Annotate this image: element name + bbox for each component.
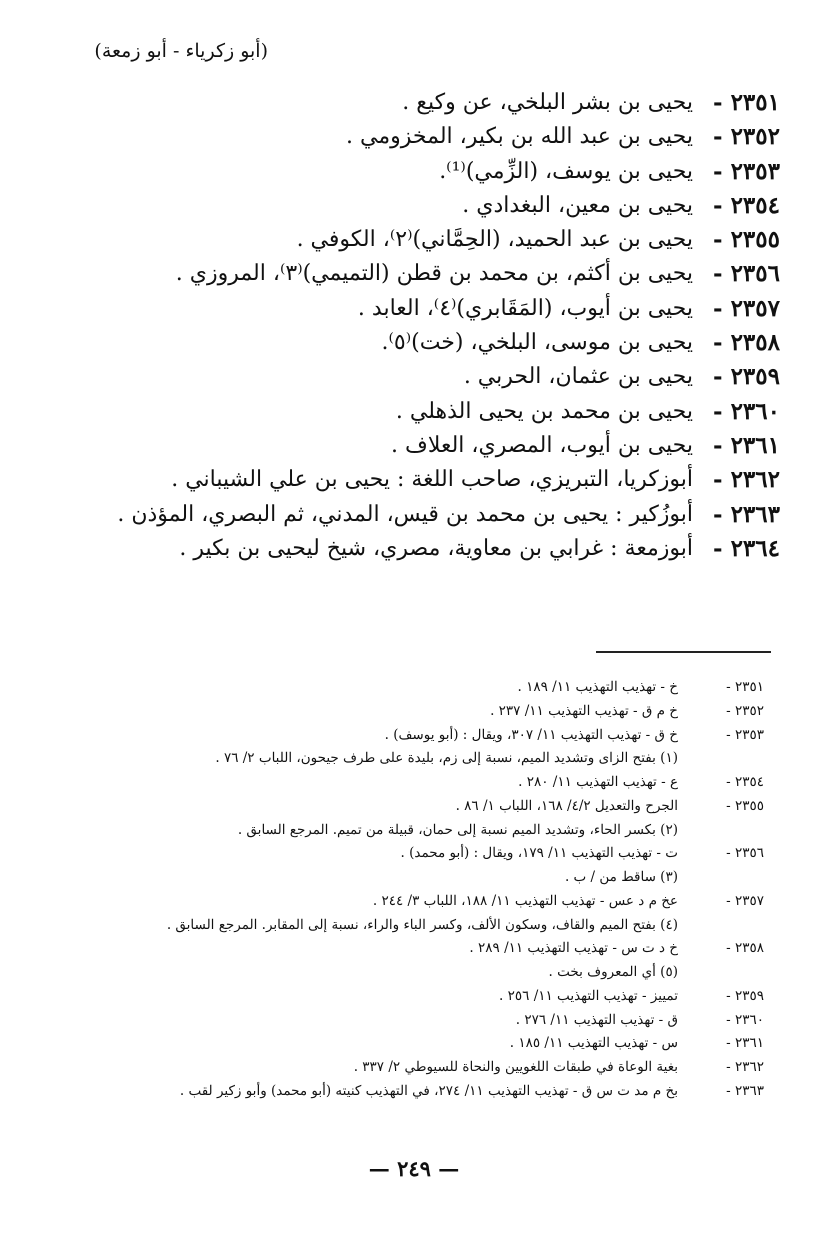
footnote-item: [64, 985, 764, 1009]
entry-text: يحيى بن محمد بن يحيى الذهلي .: [395, 398, 694, 424]
footnote-number: ٢٣٥٨ -: [726, 940, 764, 957]
entry-text: يحيى بن معين، البغدادي .: [462, 192, 694, 218]
page-number: — ٢٤٩ —: [368, 1156, 460, 1181]
footnote-text: س - تهذيب التهذيب ١١/ ١٨٥ .: [509, 1035, 678, 1052]
footnote-text: بغية الوعاة في طبقات اللغويين والنحاة للسيوطي ٢/ ٣٣٧ .: [353, 1059, 678, 1075]
entry-number: ٢٣٦٣ -: [713, 500, 780, 528]
footnote-text: (٣) ساقط من / ب .: [564, 869, 678, 885]
footnote-item: [64, 1009, 764, 1033]
footnote-number: ٢٣٥٧ -: [726, 892, 764, 909]
footnote-number: ٢٣٥٣ -: [726, 726, 764, 743]
footnote-item: [64, 700, 764, 724]
footnote-item: [64, 676, 764, 700]
footnote-number: ٢٣٥٩ -: [726, 987, 764, 1004]
footnote-item: [64, 1056, 764, 1080]
footnote-text: عخ م د عس - تهذيب التهذيب ١١/ ١٨٨، اللباب ٣/ ٢٤٤ .: [372, 892, 678, 909]
footnote-text: ت - تهذيب التهذيب ١١/ ١٧٩، ويقال : (أبو محمد) .: [400, 845, 678, 862]
footnote-number: ٢٣٦٠ -: [726, 1011, 764, 1028]
entry-number: ٢٣٥٥ -: [713, 226, 780, 254]
entry-item: [60, 223, 780, 257]
entry-item: [60, 86, 780, 120]
entry-item: [60, 292, 780, 326]
entry-number: ٢٣٦٢ -: [713, 466, 780, 494]
entry-number: ٢٣٥٧ -: [713, 294, 780, 322]
footnote-text: بخ م مد ت س ق - تهذيب التهذيب ١١/ ٢٧٤، في التهذيب كنيته (أبو محمد) وأبو زكير لقب .: [179, 1082, 678, 1099]
footnote-text: (٢) بكسر الحاء، وتشديد الميم نسبة إلى حمان، قبيلة من تميم. المرجع السابق .: [237, 821, 678, 838]
entry-text: يحيى بن عبد الله بن بكير، المخزومي .: [346, 124, 694, 150]
footnote-text: خ - تهذيب التهذيب ١١/ ١٨٩ .: [517, 679, 678, 695]
footnote-text: تمييز - تهذيب التهذيب ١١/ ٢٥٦ .: [499, 987, 678, 1004]
footnote-number: ٢٣٥٢ -: [726, 702, 764, 719]
entry-number: ٢٣٥٩ -: [713, 363, 780, 391]
entry-number: ٢٣٥٦ -: [713, 260, 780, 288]
footnote-number: ٢٣٥٤ -: [726, 774, 764, 790]
entry-number: ٢٣٥٣ -: [713, 157, 780, 185]
entry-number: ٢٣٥١ -: [713, 89, 780, 116]
footnote-item: [64, 724, 764, 748]
footnote-divider: [596, 651, 771, 653]
entry-item: [60, 360, 780, 394]
footnote-number: ٢٣٥٦ -: [726, 845, 764, 862]
entry-text: يحيى بن عبد الحميد، (الحِمَّاني)⁽٢⁾، الكوفي .: [296, 227, 694, 253]
entry-text: أبوزكريا، التبريزي، صاحب اللغة : يحيى بن علي الشيباني .: [171, 467, 694, 493]
entry-item: [60, 463, 780, 497]
entry-number: ٢٣٥٢ -: [713, 123, 780, 151]
footnote-number: ٢٣٦٢ -: [726, 1059, 764, 1075]
footnote-item: [64, 866, 764, 890]
entry-item: [60, 257, 780, 291]
entry-text: يحيى بن بشر البلخي، عن وكيع .: [402, 90, 694, 115]
footnote-text: (١) بفتح الزاى وتشديد الميم، نسبة إلى زم، بليدة على طرف جيحون، اللباب ٢/ ٧٦ .: [215, 750, 678, 767]
entry-text: يحيى بن عثمان، الحربي .: [463, 364, 694, 390]
footnote-item: [64, 1032, 764, 1056]
footnote-item: [64, 795, 764, 819]
footnote-number: ٢٣٦٣ -: [726, 1082, 764, 1099]
entry-item: [60, 429, 780, 463]
footnote-item: [64, 819, 764, 843]
entry-number: ٢٣٦٤ -: [713, 534, 780, 562]
entry-item: [60, 326, 780, 360]
footnote-text: ع - تهذيب التهذيب ١١/ ٢٨٠ .: [518, 774, 678, 790]
footnote-text: خ د ت س - تهذيب التهذيب ١١/ ٢٨٩ .: [469, 940, 678, 957]
entry-text: يحيى بن موسى، البلخي، (خت)⁽٥⁾.: [381, 330, 694, 356]
footnote-item: [64, 842, 764, 866]
footnote-number: ٢٣٥٥ -: [726, 797, 764, 814]
footnote-text: ق - تهذيب التهذيب ١١/ ٢٧٦ .: [515, 1011, 678, 1028]
entry-list: [60, 86, 780, 566]
footnote-text: الجرح والتعديل ٤/٢/ ١٦٨، اللباب ١/ ٨٦ .: [455, 797, 678, 814]
footnote-number: ٢٣٥١ -: [726, 679, 764, 695]
footnote-text: خ ق - تهذيب التهذيب ١١/ ٣٠٧، ويقال : (أبو يوسف) .: [384, 726, 678, 743]
running-header: (أبو زكرياء - أبو زمعة): [94, 40, 268, 62]
entry-number: ٢٣٥٨ -: [713, 329, 780, 357]
footnote-number: ٢٣٦١ -: [726, 1035, 764, 1052]
footnote-text: (٥) أي المعروف بخت .: [548, 964, 678, 980]
entry-text: يحيى بن أيوب، المصري، العلاف .: [391, 432, 694, 458]
entry-item: [60, 395, 780, 429]
footnote-item: [64, 1080, 764, 1104]
entry-item: [60, 189, 780, 223]
entry-number: ٢٣٥٤ -: [713, 191, 780, 219]
entry-item: [60, 532, 780, 566]
footnote-item: [64, 771, 764, 795]
entry-text: يحيى بن أيوب، (المَقَابري)⁽٤⁾، العابد .: [357, 295, 694, 321]
footnote-item: [64, 890, 764, 914]
entry-text: يحيى بن يوسف، (الزِّمي)⁽¹⁾.: [439, 158, 694, 184]
entry-number: ٢٣٦٠ -: [713, 397, 780, 425]
footnote-item: [64, 914, 764, 938]
entry-number: ٢٣٦١ -: [713, 431, 780, 459]
entry-text: يحيى بن أكثم، بن محمد بن قطن (التميمي)⁽٣⁾، المروزي .: [175, 261, 694, 287]
footnote-item: [64, 937, 764, 961]
entry-text: أبوزُكير : يحيى بن محمد بن قيس، المدني، ثم البصري، المؤذن .: [117, 501, 694, 527]
entry-item: [60, 120, 780, 154]
entry-item: [60, 155, 780, 189]
footnote-text: خ م ق - تهذيب التهذيب ١١/ ٢٣٧ .: [490, 702, 678, 719]
footnote-item: [64, 961, 764, 985]
footnote-list: [64, 676, 764, 1104]
footnote-item: [64, 747, 764, 771]
entry-item: [60, 498, 780, 532]
footnote-text: (٤) بفتح الميم والقاف، وسكون الألف، وكسر الباء والراء، نسبة إلى المقابر. المرجع السابق .: [166, 916, 678, 933]
entry-text: أبوزمعة : غرابي بن معاوية، مصري، شيخ ليحيى بن بكير .: [179, 535, 694, 561]
